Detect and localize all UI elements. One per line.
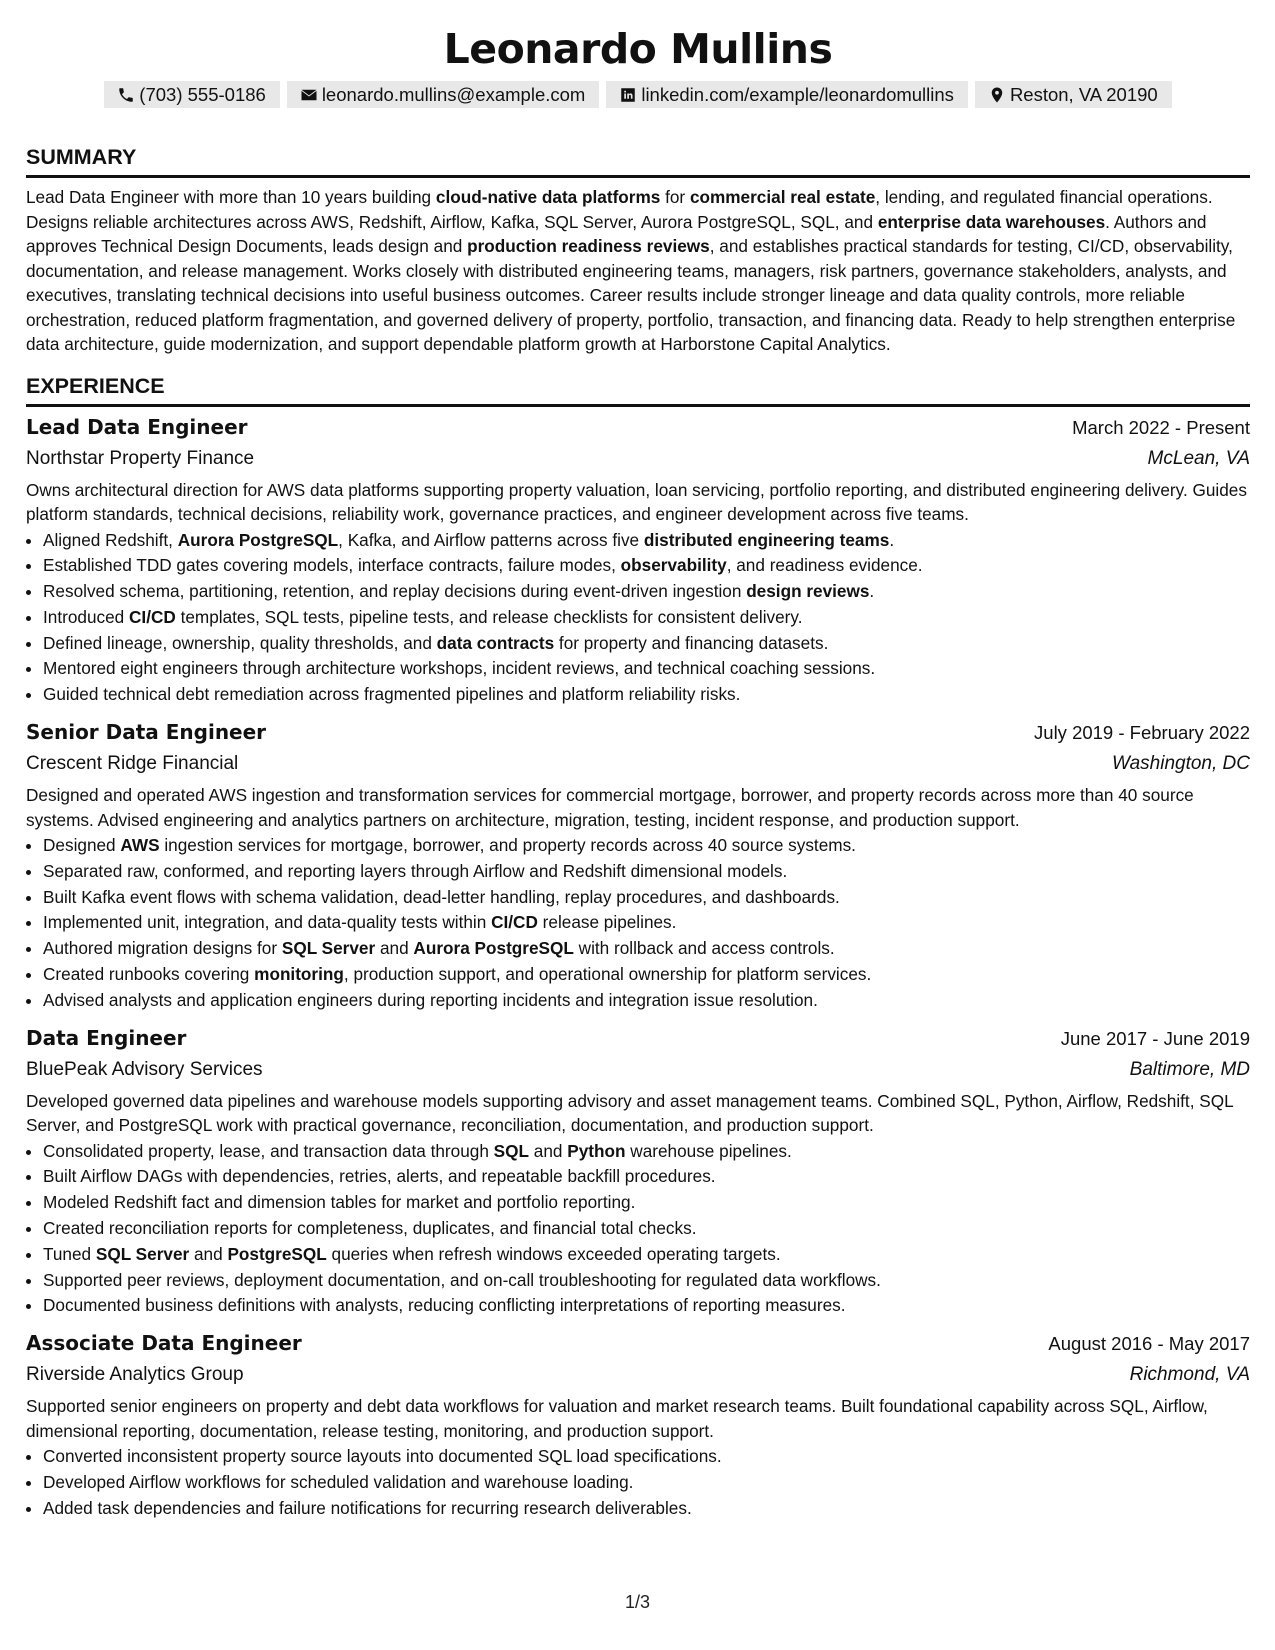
contact-phone[interactable] [104,81,280,108]
job-description: Developed governed data pipelines and warehouse models supporting advisory and asset management teams. Combined SQL, Python, Airflow, Redshift, SQL Server, and PostgreSQL work with practical governance, reconciliation, documentation, and production support. [26,1090,1234,1136]
job-bullet [43,631,1250,657]
job-description: Supported senior engineers on property and debt data workflows for valuation and market research teams. Built foundational capability across SQL, Airflow, dimensional reporting, documentation, release testing, monitoring, and production support. [26,1396,1208,1441]
job-bullet [43,1164,1250,1190]
text-bullet-run-2: for property and financing datasets. [554,632,829,653]
job-bullet [43,1190,1250,1216]
job-header [26,1327,1250,1360]
job-bullet [43,1293,1250,1319]
job-bullet [43,1496,1250,1522]
text-summary-run-6: . Authors and approves Technical Design Documents, leads design and [26,211,1207,256]
contact-bar [26,81,1250,108]
job-bullet [43,553,1250,579]
job-bullet [43,833,1250,859]
text-bullet-run-4: queries when refresh windows exceeded operating targets. [326,1243,781,1264]
job-bullet [43,528,1250,554]
job-bullet [43,1242,1250,1268]
job-entry [26,1327,1250,1521]
experience-heading: EXPERIENCE [26,373,1250,407]
text-bullet-run-2: ingestion services for mortgage, borrower, and property records across 40 source systems. [159,835,856,856]
bold-summary-run-1: cloud-native data platforms [435,187,661,207]
job-bullet [43,885,1250,911]
job-subheader [26,1360,1250,1389]
job-description: Designed and operated AWS ingestion and transformation services for commercial mortgage, borrower, and property records across more than 40 source systems. Advised engineering and analytics partners on architecture, migration, testing, incident response, and production support. [26,785,1194,830]
job-title: Senior Data Engineer [26,720,267,745]
job-dates: July 2019 - February 2022 [1034,722,1250,744]
bold-summary-run-5: enterprise data warehouses [877,211,1106,232]
text-summary-run-8: , and establishes practical standards for testing, CI/CD, observability, documentation, and release management. Works closely with distributed engineering teams, managers, risk partners, governance stakeholders, analysts, and executives, translating technical decisions into useful business outcomes. Career results include stronger lineage and data quality controls, more reliable orchestration, reduced platform fragmentation, and governed delivery of property, portfolio, transaction, and financing data. Ready to help strengthen enterprise data architecture, guide modernization, and support dependable platform growth at Harborstone Capital Analytics. [26,236,1236,354]
text-bullet-run-2: , Kafka, and Airflow patterns across five [338,529,644,550]
job-bullet [43,605,1250,631]
text-bullet-run-0: Guided technical debt remediation across fragmented pipelines and platform reliability risks. [43,684,741,705]
bold-bullet-run-1: CI/CD [129,606,176,627]
text-bullet-run-0: Resolved schema, partitioning, retention, and replay decisions during event-driven ingestion [43,581,747,602]
text-bullet-run-2: , production support, and operational ownership for platform services. [343,964,872,985]
text-summary-run-2: for [660,187,690,207]
job-company: BluePeak Advisory Services [26,1058,263,1080]
job-company: Riverside Analytics Group [26,1364,244,1386]
job-dates: March 2022 - Present [1072,416,1250,438]
job-bullets [26,1139,1250,1320]
location-text: Reston, VA 20190 [1009,84,1158,105]
text-bullet-run-0: Authored migration designs for [43,938,282,959]
contact-location [975,81,1172,108]
bold-bullet-run-1: AWS [120,835,160,856]
job-bullets [26,833,1250,1014]
job-subheader [26,444,1250,473]
text-bullet-run-0: Supported peer reviews, deployment documentation, and on-call troubleshooting for regulated data workflows. [43,1269,881,1290]
bold-bullet-run-1: CI/CD [491,912,538,933]
job-header [26,716,1250,749]
map-pin-icon [988,86,1006,104]
job-bullet [43,682,1250,708]
job-entry [26,1022,1250,1320]
text-bullet-run-0: Separated raw, conformed, and reporting layers through Airflow and Redshift dimensional models. [43,860,788,881]
text-bullet-run-4: with rollback and access controls. [573,938,835,959]
job-title: Lead Data Engineer [26,414,248,439]
summary-text [26,185,1250,357]
text-bullet-run-0: Created runbooks covering [43,964,255,985]
job-bullet [43,1470,1250,1496]
text-bullet-run-2: release pipelines. [537,912,677,933]
candidate-name: Leonardo Mullins [443,25,833,73]
text-bullet-run-0: Modeled Redshift fact and dimension tables for market and portfolio reporting. [43,1192,636,1213]
phone-icon [117,86,135,104]
text-bullet-run-2: and [529,1140,568,1161]
text-bullet-run-0: Consolidated property, lease, and transaction data through [43,1140,494,1161]
text-bullet-run-0: Tuned [43,1243,96,1264]
bold-summary-run-3: commercial real estate [689,187,876,207]
job-location: Richmond, VA [1129,1364,1250,1386]
linkedin-icon [619,86,637,104]
job-subheader [26,1055,1250,1084]
text-bullet-run-0: Advised analysts and application engineers during reporting incidents and integration issue resolution. [43,989,818,1010]
job-subheader [26,749,1250,778]
job-dates: June 2017 - June 2019 [1060,1027,1250,1049]
bold-bullet-run-1: SQL [493,1140,530,1161]
phone-text: (703) 555-0186 [139,84,266,105]
text-bullet-run-2: . [869,581,875,602]
resume-page [26,0,1250,1522]
bold-bullet-run-3: distributed engineering teams [643,529,890,550]
text-bullet-run-2: and [189,1243,228,1264]
job-entry [26,716,1250,1014]
job-bullet [43,1444,1250,1470]
job-entry [26,411,1250,709]
bold-bullet-run-1: monitoring [254,964,344,985]
job-description: Owns architectural direction for AWS data platforms supporting property valuation, loan servicing, portfolio reporting, and distributed engineering delivery. Guides platform standards, technical decisions, reliability work, governance practices, and engineer development across five teams. [26,479,1247,524]
text-bullet-run-0: Implemented unit, integration, and data-quality tests within [43,912,492,933]
text-bullet-run-0: Defined lineage, ownership, quality thresholds, and [43,632,437,653]
job-bullet [43,1268,1250,1294]
text-summary-run-4: , lending, and regulated financial operations. Designs reliable architectures across AWS, Redshift, Airflow, Kafka, SQL Server, Aurora PostgreSQL, SQL, and [26,187,1213,232]
text-bullet-run-0: Introduced [43,606,129,627]
summary-heading: SUMMARY [26,144,1250,178]
job-company: Northstar Property Finance [26,447,255,469]
envelope-icon [300,86,318,104]
bold-bullet-run-3: Aurora PostgreSQL [413,938,574,959]
text-bullet-run-0: Converted inconsistent property source layouts into documented SQL load specifications. [43,1446,722,1467]
linkedin-text: linkedin.com/example/leonardomullins [641,84,954,105]
job-company: Crescent Ridge Financial [26,753,239,775]
job-bullets [26,1444,1250,1521]
text-bullet-run-4: . [889,529,895,550]
job-bullet [43,988,1250,1014]
job-bullet [43,936,1250,962]
bold-summary-run-7: production readiness reviews [467,236,710,256]
job-title: Data Engineer [26,1025,187,1050]
text-bullet-run-0: Aligned Redshift, [43,529,178,550]
job-bullets [26,528,1250,709]
bold-bullet-run-1: SQL Server [281,938,376,959]
email-text: leonardo.mullins@example.com [321,84,586,105]
bold-bullet-run-3: Python [567,1140,626,1161]
job-dates: August 2016 - May 2017 [1048,1333,1250,1355]
text-bullet-run-2: and [375,938,414,959]
bold-bullet-run-3: PostgreSQL [227,1243,327,1264]
bold-bullet-run-1: Aurora PostgreSQL [177,529,339,550]
text-bullet-run-0: Established TDD gates covering models, interface contracts, failure modes, [43,555,621,576]
experience-list [26,411,1250,1522]
job-title: Associate Data Engineer [26,1331,302,1356]
text-bullet-run-0: Built Kafka event flows with schema validation, dead-letter handling, replay procedures, and dashboards. [43,886,840,907]
job-bullet [43,579,1250,605]
job-bullet [43,656,1250,682]
text-bullet-run-0: Built Airflow DAGs with dependencies, retries, alerts, and repeatable backfill procedures. [43,1166,716,1187]
job-header [26,411,1250,444]
text-bullet-run-0: Developed Airflow workflows for scheduled validation and warehouse loading. [43,1472,634,1493]
bold-bullet-run-1: data contracts [436,632,555,653]
job-location: McLean, VA [1147,447,1250,469]
text-bullet-run-0: Designed [43,835,121,856]
job-header [26,1022,1250,1055]
text-bullet-run-0: Documented business definitions with analysts, reducing conflicting interpretations of reporting measures. [43,1295,846,1316]
contact-email[interactable] [287,81,600,108]
text-bullet-run-2: , and readiness evidence. [726,555,923,576]
job-bullet [43,1139,1250,1165]
text-bullet-run-0: Created reconciliation reports for completeness, duplicates, and financial total checks. [43,1218,697,1239]
text-summary-run-0: Lead Data Engineer with more than 10 years building [26,187,436,207]
job-bullet [43,910,1250,936]
job-location: Baltimore, MD [1129,1058,1250,1080]
text-bullet-run-0: Added task dependencies and failure notifications for recurring research deliverables. [43,1497,692,1518]
bold-bullet-run-1: SQL Server [95,1243,190,1264]
text-bullet-run-2: templates, SQL tests, pipeline tests, and release checklists for consistent delivery. [175,606,803,627]
job-location: Washington, DC [1112,753,1250,775]
job-bullet [43,1216,1250,1242]
text-bullet-run-0: Mentored eight engineers through architecture workshops, incident reviews, and technical coaching sessions. [43,658,876,679]
job-bullet [43,859,1250,885]
text-bullet-run-4: warehouse pipelines. [625,1140,792,1161]
bold-bullet-run-1: observability [620,555,727,576]
page-number: 1/3 [624,1592,651,1612]
bold-bullet-run-1: design reviews [746,581,870,602]
contact-linkedin[interactable] [606,81,968,108]
job-bullet [43,962,1250,988]
